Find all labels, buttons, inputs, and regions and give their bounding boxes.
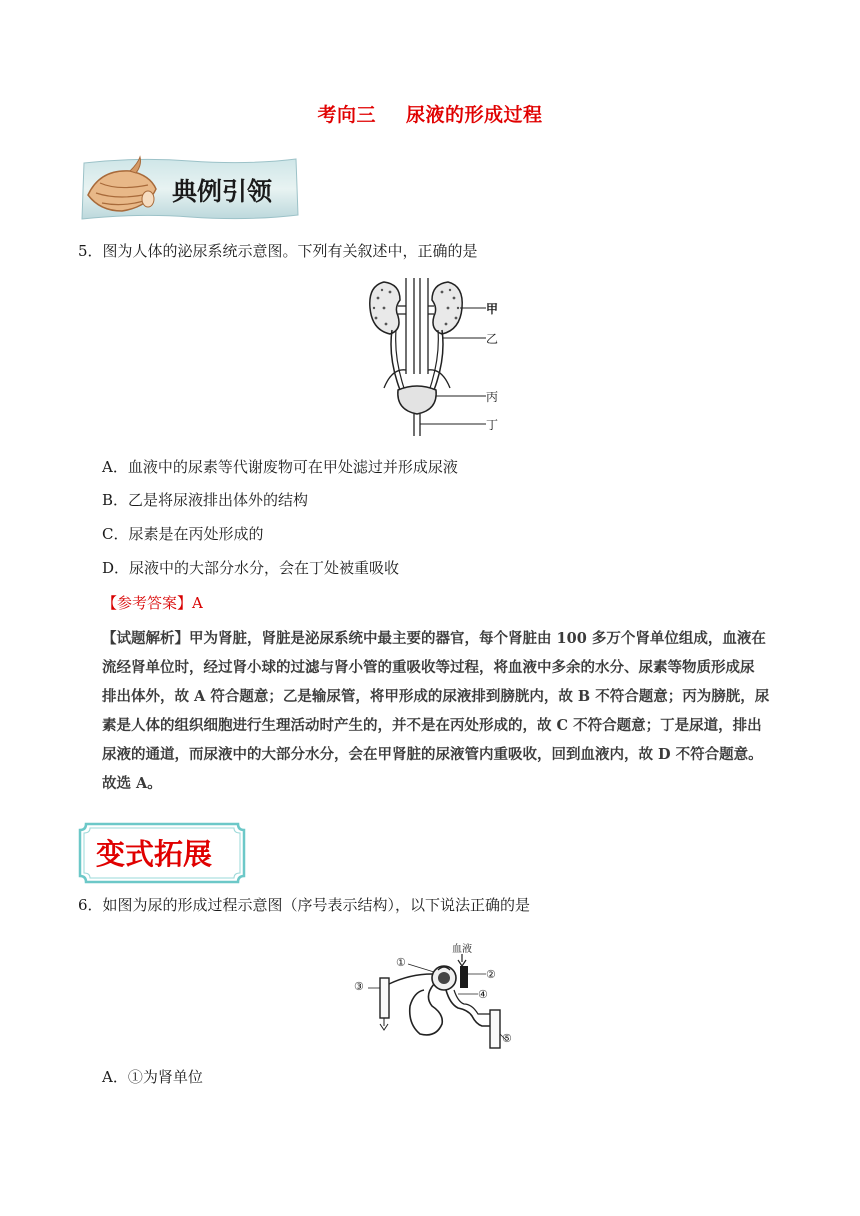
nephron-label-4: ④ xyxy=(478,988,488,1001)
example-banner-graphic xyxy=(78,155,302,223)
q5-analysis xyxy=(102,624,790,798)
nephron-label-3: ③ xyxy=(354,980,364,993)
analysis-line: 【试题解析】甲为肾脏，肾脏是泌尿系统中最主要的器官，每个肾脏由 100 多万个肾单位组成，血液在 xyxy=(102,630,766,647)
q5-option-a: A．血液中的尿素等代谢废物可在甲处滤过并形成尿液 xyxy=(102,458,458,476)
urinary-system-diagram xyxy=(362,278,504,436)
nephron-figure xyxy=(350,944,516,1050)
analysis-line: 流经肾单位时，经过肾小球的过滤与肾小管的重吸收等过程，将血液中多余的水分、尿素等物质形成尿 xyxy=(102,659,755,676)
q6-stem: 6．如图为尿的形成过程示意图（序号表示结构），以下说法正确的是 xyxy=(78,896,531,914)
nephron-label-5: ⑤ xyxy=(502,1032,512,1045)
analysis-line: 素是人体的组织细胞进行生理活动时产生的，并不是在丙处形成的，故 C 不符合题意；丁是尿道，排出 xyxy=(102,717,762,734)
analysis-line: 排出体外，故 A 符合题意；乙是输尿管，将甲形成的尿液排到膀胱内，故 B 不符合题意；丙为膀胱，尿 xyxy=(102,688,770,705)
nephron-label-2: ② xyxy=(486,968,496,981)
q5-stem: 5．图为人体的泌尿系统示意图。下列有关叙述中，正确的是 xyxy=(78,242,478,260)
q5-option-d: D．尿液中的大部分水分，会在丁处被重吸收 xyxy=(102,559,400,577)
section-title xyxy=(0,100,860,127)
q5-answer: 【参考答案】A xyxy=(102,594,203,612)
nephron-label-1: ① xyxy=(396,956,406,969)
section-title-text: 尿液的形成过程 xyxy=(406,104,543,126)
nephron-diagram xyxy=(350,944,516,1050)
figure-label-ding: 丁 xyxy=(486,418,499,432)
q5-option-b: B．乙是将尿液排出体外的结构 xyxy=(102,491,309,509)
q6-option-a: A．①为肾单位 xyxy=(102,1068,203,1086)
example-banner-text: 典例引领 xyxy=(172,177,273,206)
section-label: 考向三 xyxy=(317,104,376,126)
variation-banner-graphic xyxy=(78,822,246,884)
variation-banner xyxy=(78,822,246,884)
example-banner xyxy=(78,155,302,223)
figure-label-bing: 丙 xyxy=(486,390,499,404)
variation-banner-text: 变式拓展 xyxy=(96,837,213,871)
figure-label-jia: 甲 xyxy=(486,302,499,316)
analysis-line: 故选 A。 xyxy=(102,775,162,792)
figure-label-yi: 乙 xyxy=(486,332,499,346)
urinary-system-figure xyxy=(362,278,504,436)
nephron-label-blood: 血液 xyxy=(452,944,472,955)
analysis-line: 尿液的通道，而尿液中的大部分水分，会在甲肾脏的尿液管内重吸收，回到血液内，故 D 不符合题意。 xyxy=(102,746,763,763)
q5-option-c: C．尿素是在丙处形成的 xyxy=(102,525,264,543)
